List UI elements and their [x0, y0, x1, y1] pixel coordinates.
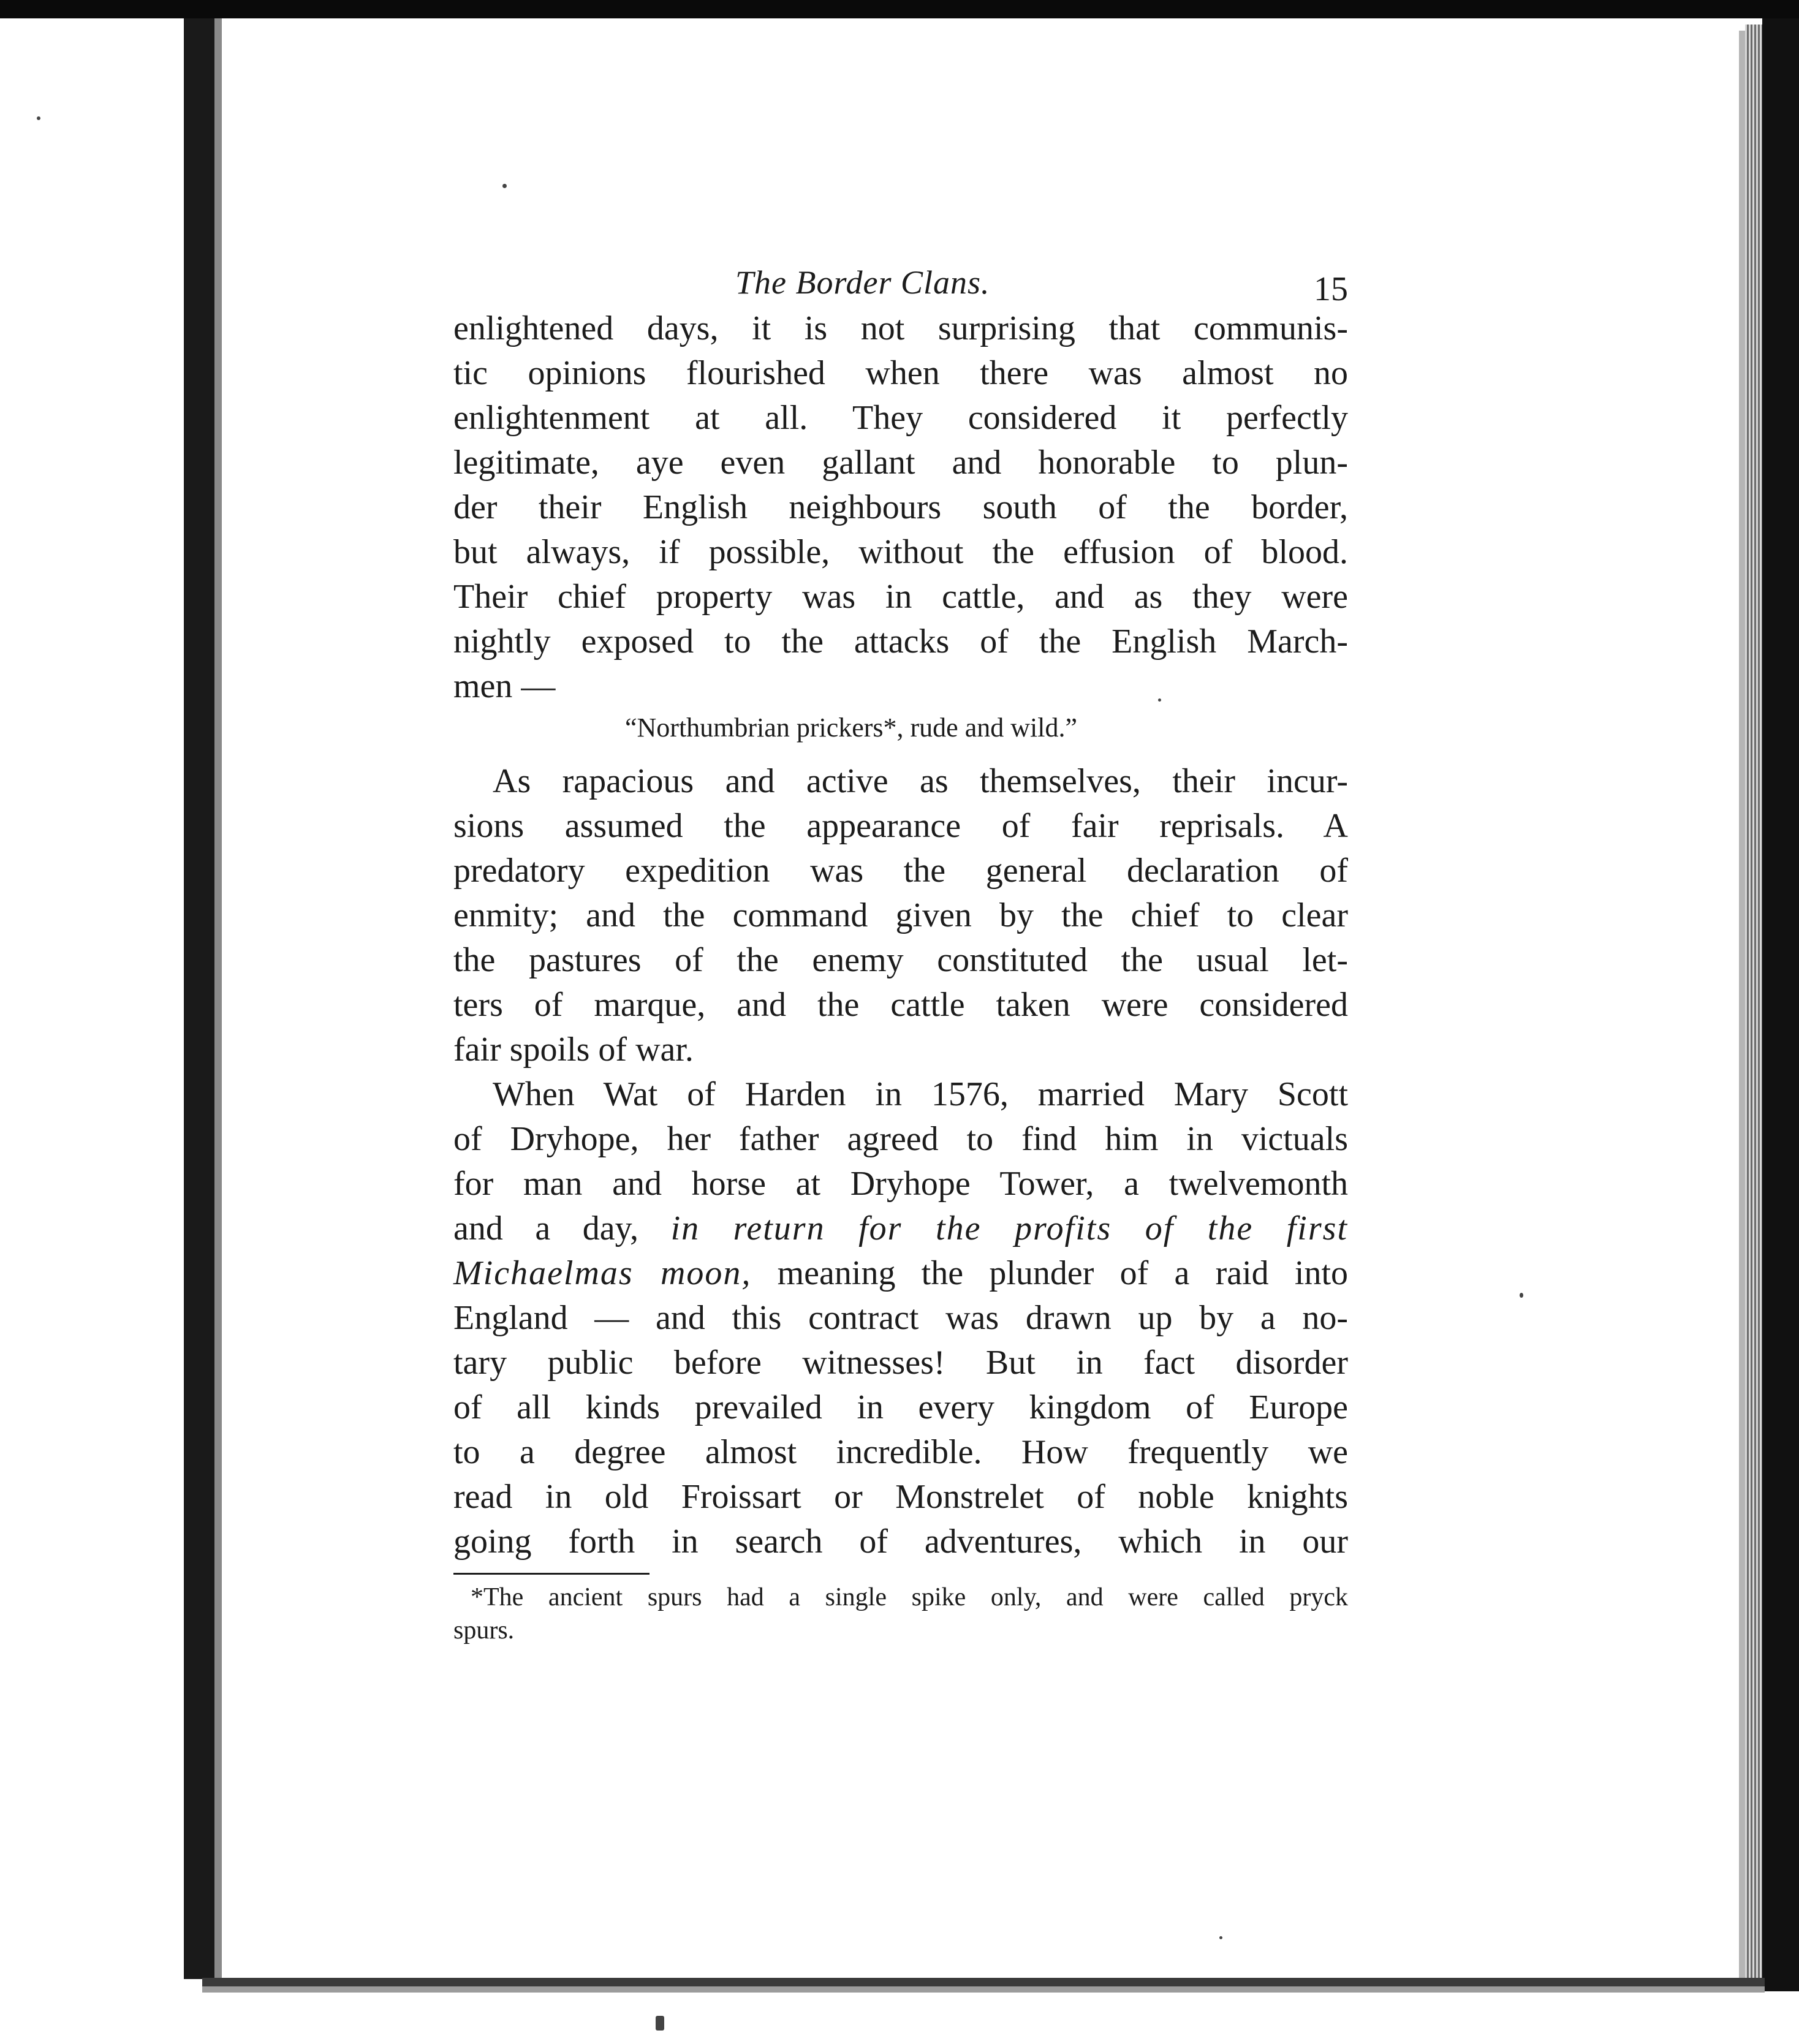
text-line: As rapacious and active as themselves, their incur- — [493, 762, 1348, 800]
top-scan-border — [0, 0, 1799, 27]
italic-text-run: Michaelmas moon, — [453, 1254, 752, 1292]
scan-speck — [1219, 1936, 1222, 1939]
verse-quote: “Northumbrian prickers*, rude and wild.” — [625, 713, 1077, 743]
text-line: of all kinds prevailed in every kingdom of Europe — [453, 1388, 1348, 1426]
text-line: going forth in search of adventures, which in our — [453, 1523, 1348, 1561]
text-line: der their English neighbours south of the border, — [453, 488, 1348, 526]
text-line: for man and horse at Dryhope Tower, a twelvemonth — [453, 1165, 1348, 1203]
text-line: tary public before witnesses! But in fact disorder — [453, 1344, 1348, 1382]
text-line: but always, if possible, without the effusion of blood. — [453, 533, 1348, 571]
bottom-page-edge — [202, 1978, 1765, 2000]
text-line: to a degree almost incredible. How frequently we — [453, 1433, 1348, 1471]
paragraph-2 — [453, 759, 1348, 1072]
text-line: men — — [453, 667, 556, 705]
right-page-edge — [1762, 18, 1799, 1991]
text-line: read in old Froissart or Monstrelet of noble knights — [453, 1478, 1348, 1516]
text-line: predatory expedition was the general declaration of — [453, 852, 1348, 890]
footnote — [453, 1581, 1348, 1647]
page-text-block — [453, 257, 1348, 1647]
scan-speck — [656, 2016, 664, 2031]
text-line: nightly exposed to the attacks of the English March- — [453, 623, 1348, 661]
right-page-shadow — [1739, 31, 1745, 1979]
text-line: enmity; and the command given by the chief to clear — [453, 896, 1348, 934]
running-head — [453, 257, 1348, 306]
text-line: sions assumed the appearance of fair reprisals. A — [453, 807, 1348, 845]
left-page-edge — [184, 18, 214, 1979]
text-line: When Wat of Harden in 1576, married Mary Scott — [493, 1075, 1348, 1113]
scan-speck — [502, 184, 507, 188]
text-line: tic opinions flourished when there was almost no — [453, 354, 1348, 392]
paragraph-1 — [453, 306, 1348, 709]
text-line: of Dryhope, her father agreed to find him in victuals — [453, 1120, 1348, 1158]
text-line: Their chief property was in cattle, and as they were — [453, 578, 1348, 616]
text-line: enlightenment at all. They considered it perfectly — [453, 399, 1348, 437]
footnote-rule — [453, 1573, 650, 1575]
text-line: the pastures of the enemy constituted the usual let- — [453, 941, 1348, 979]
paragraph-3 — [453, 1072, 1348, 1564]
text-line: enlightened days, it is not surprising that communis- — [453, 309, 1348, 347]
italic-text-run: in return for the profits of the first — [670, 1209, 1348, 1247]
running-title: The Border Clans. — [735, 264, 990, 301]
footnote-line: *The ancient spurs had a single spike only, and were called pryck — [471, 1583, 1348, 1611]
left-page-shadow — [214, 18, 222, 1979]
right-page-stack — [1745, 25, 1762, 1985]
text-line: ters of marque, and the cattle taken were considered — [453, 986, 1348, 1024]
text-run: meaning the plunder of a raid into — [777, 1254, 1348, 1292]
text-line — [453, 1251, 1348, 1296]
page-number: 15 — [1314, 270, 1348, 308]
text-line: legitimate, aye even gallant and honorable to plun- — [453, 444, 1348, 482]
text-line: fair spoils of war. — [453, 1031, 694, 1069]
text-run: and a day, — [453, 1209, 639, 1247]
scan-speck — [37, 116, 40, 120]
text-line: England — and this contract was drawn up by a no- — [453, 1299, 1348, 1337]
footnote-line: spurs. — [453, 1616, 515, 1645]
text-line — [453, 1206, 1348, 1251]
scan-speck — [1520, 1293, 1523, 1298]
